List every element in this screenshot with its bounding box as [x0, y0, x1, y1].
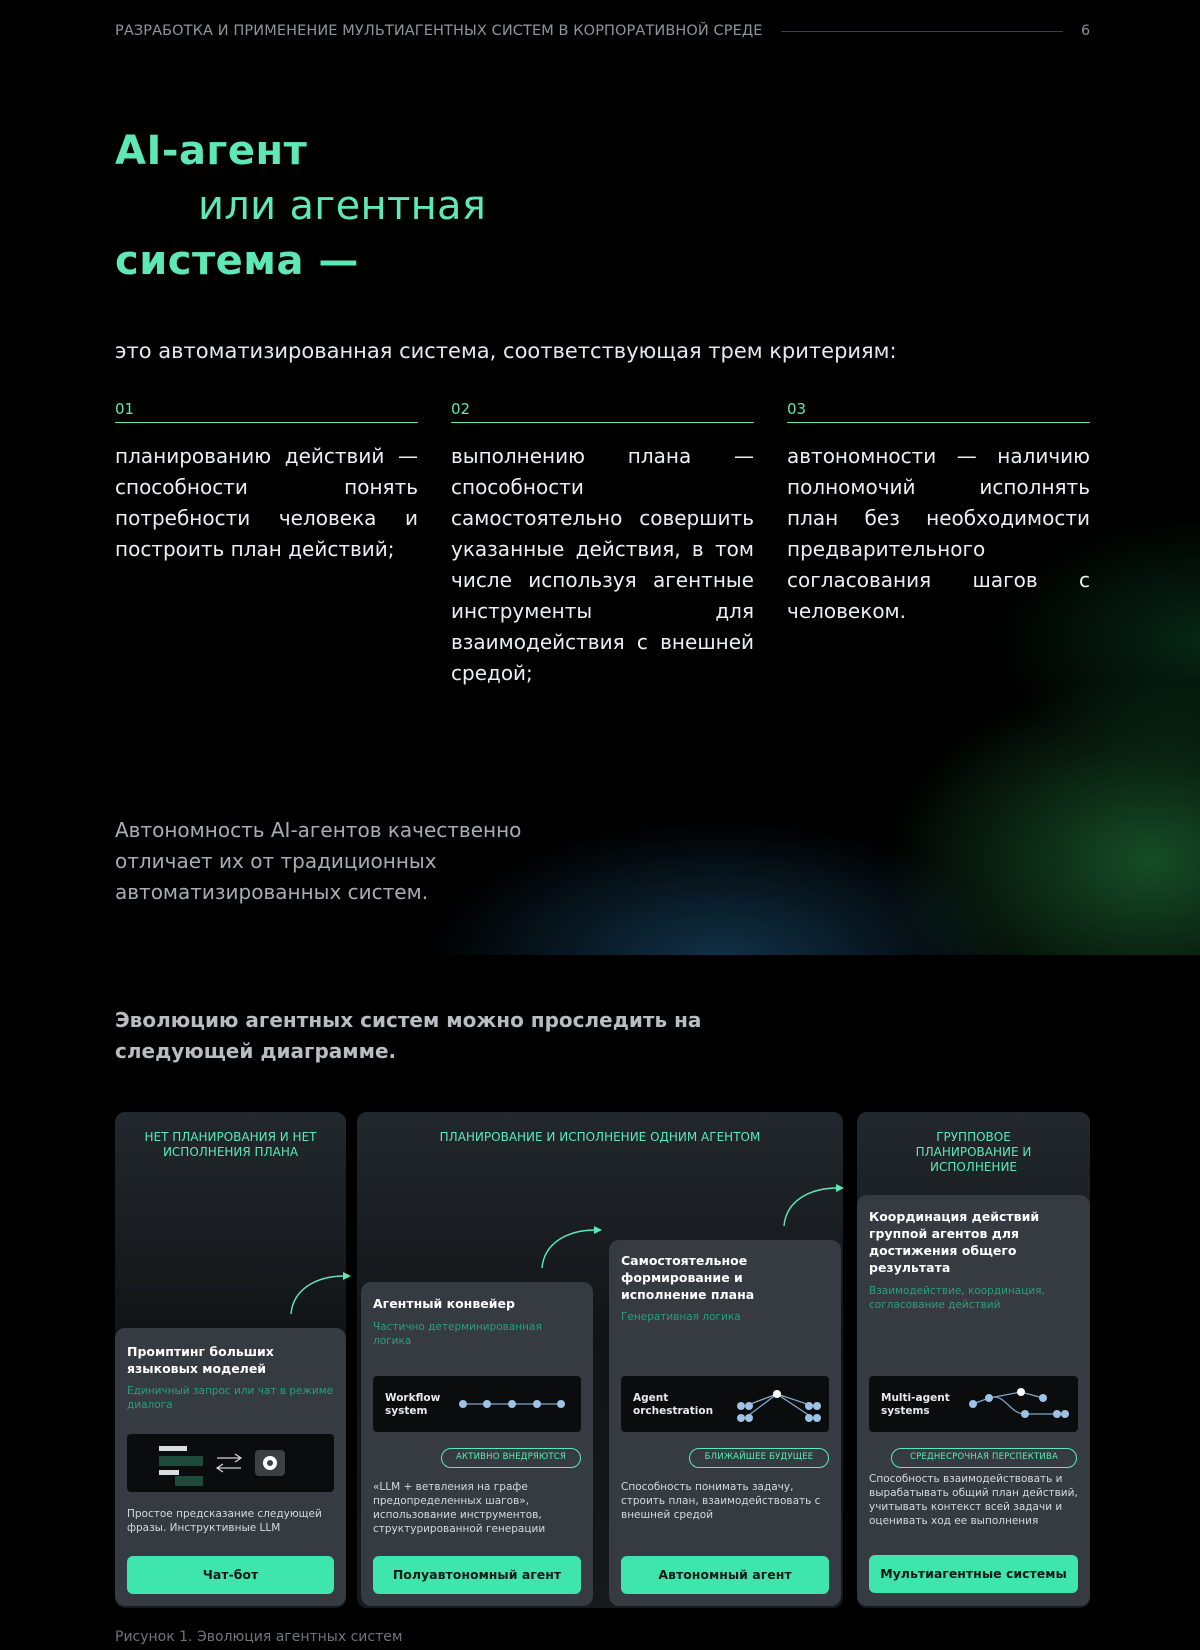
stage-card-chatbot: [115, 1328, 346, 1606]
card-description: Способность понимать задачу, строить план, взаимодействовать с внешней средой: [621, 1481, 821, 1521]
criterion-text: автономности — наличию полномочий исполнять план без необходимости предварительного согласования шагов с человеком.: [787, 444, 1090, 623]
workflow-chain-icon: [457, 1394, 567, 1414]
box-label: Agent orchestration: [633, 1392, 714, 1417]
multi-agent-illustration: [869, 1376, 1078, 1432]
orchestration-tree-icon: [733, 1382, 829, 1426]
multi-agent-systems-button[interactable]: Мультиагентные системы: [869, 1555, 1078, 1593]
criterion-2: [451, 400, 754, 689]
autonomous-agent-button[interactable]: Автономный агент: [621, 1556, 829, 1594]
intro-text: это автоматизированная система, соответствующая трем критериям:: [115, 339, 897, 363]
stage-card-autonomous: [609, 1240, 841, 1606]
header-title: РАЗРАБОТКА И ПРИМЕНЕНИЕ МУЛЬТИАГЕНТНЫХ СИСТЕМ В КОРПОРАТИВНОЙ СРЕДЕ: [115, 23, 763, 39]
autonomy-note: Автономность AI-агентов качественно отличает их от традиционных автоматизированных систем.: [115, 818, 522, 904]
stage-arrow-3: [778, 1180, 848, 1230]
heading-line-1: AI-агент: [115, 128, 308, 174]
card-subtitle: Генеративная логика: [621, 1311, 741, 1323]
header-divider: [781, 31, 1064, 32]
criterion-1: [115, 400, 418, 565]
card-subtitle: Частично детерминированная логика: [373, 1321, 542, 1347]
card-title: Агентный конвейер: [373, 1296, 515, 1311]
card-description: «LLM + ветвления на графе предопределенных шагов», использование инструментов, структурированной генерации: [373, 1481, 546, 1535]
column-heading: НЕТ ПЛАНИРОВАНИЯ И НЕТ ИСПОЛНЕНИЯ ПЛАНА: [144, 1130, 317, 1159]
box-label: Multi-agent systems: [881, 1392, 950, 1417]
card-subtitle: Единичный запрос или чат в режиме диалога: [127, 1385, 334, 1411]
card-subtitle: Взаимодействие, координация, согласование действий: [869, 1285, 1045, 1311]
heading-line-3: система —: [115, 238, 359, 284]
card-title: Координация действий группой агентов для достижения общего результата: [869, 1209, 1040, 1275]
box-label: Workflow system: [385, 1392, 441, 1417]
card-description: Простое предсказание следующей фразы. Инструктивные LLM: [127, 1508, 322, 1534]
chatbot-button[interactable]: Чат-бот: [127, 1556, 334, 1594]
stage-card-semi-autonomous: [361, 1282, 593, 1606]
evolution-intro: Эволюцию агентных систем можно проследить на следующей диаграмме.: [115, 1008, 702, 1063]
criterion-number: 02: [451, 400, 754, 423]
multi-agent-network-icon: [965, 1382, 1075, 1426]
chat-illustration: [127, 1434, 334, 1492]
criterion-number: 01: [115, 400, 418, 423]
status-badge: БЛИЖАЙШЕЕ БУДУЩЕЕ: [689, 1448, 829, 1468]
card-description: Способность взаимодействовать и вырабатывать общий план действий, учитывать контекст всей задачи и оценивать ход ее выполнения: [869, 1473, 1078, 1527]
heading-line-2: или агентная: [198, 183, 487, 229]
orchestration-illustration: [621, 1376, 829, 1432]
status-badge: АКТИВНО ВНЕДРЯЮТСЯ: [441, 1448, 581, 1468]
page-number: 6: [1081, 23, 1090, 39]
running-header: [115, 20, 1090, 42]
card-title: Самостоятельное формирование и исполнение плана: [621, 1253, 755, 1302]
column-heading: ГРУППОВОЕ ПЛАНИРОВАНИЕ И ИСПОЛНЕНИЕ: [915, 1130, 1032, 1174]
stage-card-multi-agent: [857, 1195, 1090, 1606]
criterion-number: 03: [787, 400, 1090, 423]
stage-arrow-1: [285, 1268, 355, 1318]
criterion-3: [787, 400, 1090, 627]
workflow-illustration: [373, 1376, 581, 1432]
criterion-text: планированию действий — способности понять потребности человека и построить план действий;: [115, 444, 418, 561]
chat-exchange-icon: [127, 1434, 334, 1492]
semi-autonomous-agent-button[interactable]: Полуавтономный агент: [373, 1556, 581, 1594]
column-heading: ПЛАНИРОВАНИЕ И ИСПОЛНЕНИЕ ОДНИМ АГЕНТОМ: [439, 1130, 761, 1144]
status-badge: СРЕДНЕСРОЧНАЯ ПЕРСПЕКТИВА: [891, 1448, 1077, 1468]
criterion-text: выполнению плана — способности самостоятельно совершить указанные действия, в том числе используя агентные инструменты для взаимодействия с внешней средой;: [451, 444, 754, 685]
figure-caption: Рисунок 1. Эволюция агентных систем: [115, 1629, 403, 1645]
stage-arrow-2: [536, 1222, 606, 1272]
card-title: Промптинг больших языковых моделей: [127, 1344, 274, 1376]
